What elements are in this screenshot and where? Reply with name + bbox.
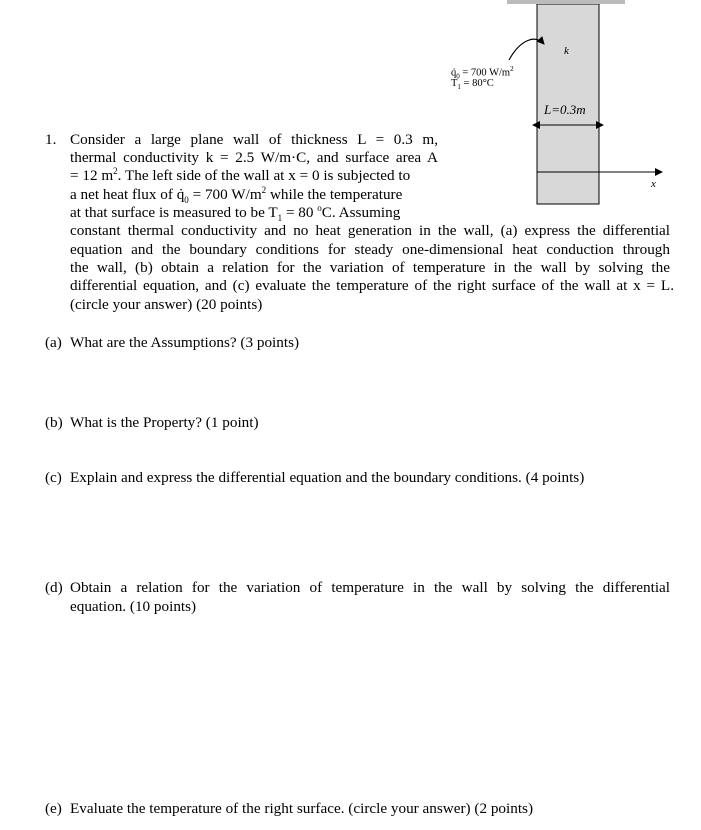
question-c-text: Explain and express the differential equation and the boundary conditions. (4 points) (70, 469, 585, 486)
question-d-text-line-2: equation. (10 points) (70, 597, 197, 615)
problem-line-7: equation and the boundary conditions for steady one-dimensional heat conduction through (70, 241, 670, 258)
question-e-text: Evaluate the temperature of the right surface. (circle your answer) (2 points) (70, 800, 534, 817)
problem-line-3: = 12 $m^2$. The left side of the wall at x = 0 is subjected to (70, 165, 411, 184)
problem-line-9: differential equation, and (c) evaluate the temperature of the right surface of the wall at x = L. (70, 277, 674, 294)
problem-line-1: Consider a large plane wall of thickness L = 0.3 m, (70, 131, 438, 148)
x-axis-label: x (651, 178, 656, 190)
problem-line-8: the wall, (b) obtain a relation for the variation of temperature in the wall by solving the (70, 259, 670, 276)
wall-top-gradient (507, 0, 625, 4)
question-a (45, 334, 300, 353)
question-a-text: What are the Assumptions? (3 points) (70, 334, 300, 351)
problem-line-6: constant thermal conductivity and no heat generation in the wall, (a) express the differential (70, 222, 670, 239)
heat-flux-label: $q̇_0 = 700$ $W/m^2$ (451, 65, 514, 81)
question-b-label: (b) (45, 414, 63, 431)
wall-figure (440, 0, 701, 210)
problem-line-4: a net heat flux of $q̇_0 = 700$ $W/m^2$ while the temperature (70, 184, 403, 206)
question-d-text-line-1: Obtain a relation for the variation of temperature in the wall by solving the differential (70, 579, 670, 596)
question-d-label: (d) (45, 579, 63, 596)
temperature-label: $T_1 = 80^\circ C$ (451, 78, 494, 92)
question-a-label: (a) (45, 334, 62, 351)
question-e (45, 800, 534, 819)
problem-line-5: at that surface is measured to be $T_1 = 80$ $^o$C. Assuming (70, 202, 401, 224)
question-d (45, 579, 670, 615)
question-c (45, 469, 585, 488)
question-b-text: What is the Property? (1 point) (70, 414, 259, 431)
thickness-label: L=0.3m (544, 102, 586, 117)
conductivity-label: k (564, 45, 569, 57)
question-c-label: (c) (45, 469, 62, 486)
problem-line-10: (circle your answer) (20 points) (70, 296, 263, 313)
problem-line-2: thermal conductivity k = 2.5 W/m·C, and surface area A (70, 149, 438, 166)
problem-number: 1. (45, 131, 57, 148)
question-e-label: (e) (45, 800, 62, 817)
question-b (45, 414, 259, 433)
